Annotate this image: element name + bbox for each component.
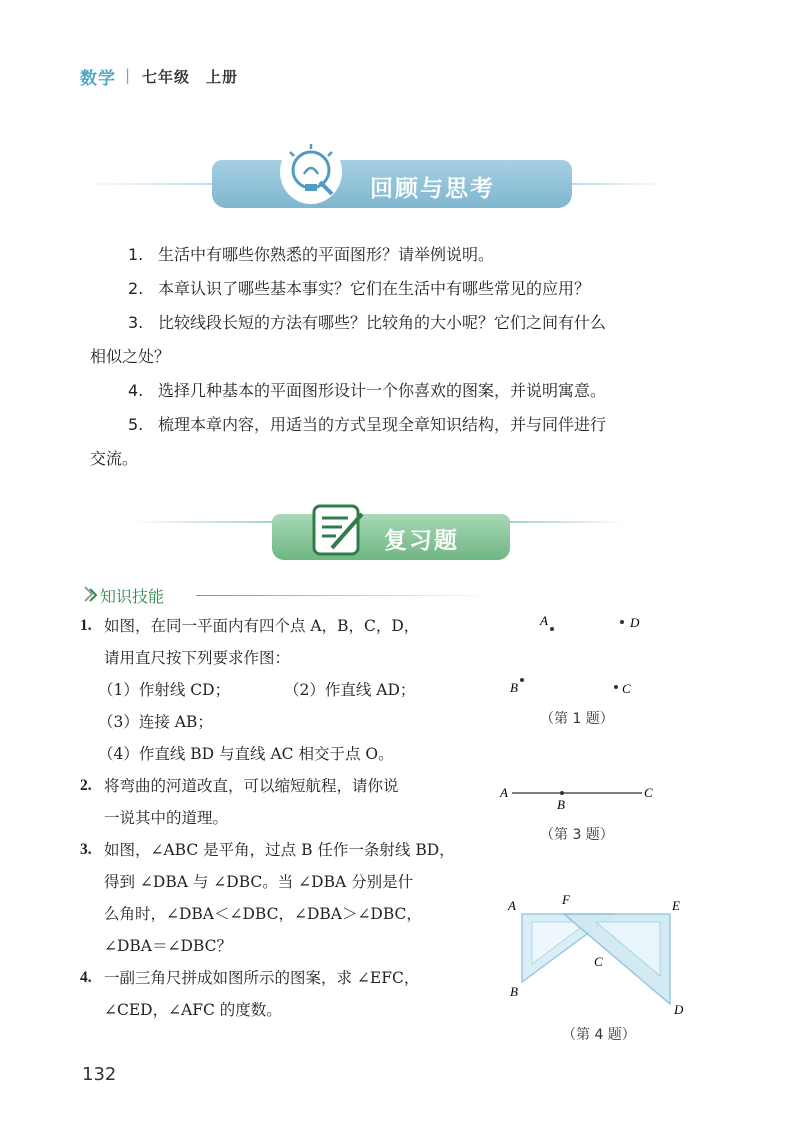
- review-question-5-cont: 交流。: [90, 449, 139, 468]
- lightbulb-icon: [280, 140, 342, 204]
- page-number: 132: [82, 1064, 117, 1085]
- exercise-1-line2: 请用直尺按下列要求作图：: [104, 649, 291, 667]
- exercise-title: 复习题: [384, 528, 459, 554]
- question-text: 选择几种基本的平面图形设计一个你喜欢的图案，并说明寓意。: [158, 381, 607, 400]
- point-b: [520, 678, 524, 682]
- label-d: D: [630, 615, 640, 630]
- exercise-3-line4: ∠DBA＝∠DBC？: [104, 937, 232, 955]
- exercise-1-item3: （3）连接 AB；: [98, 713, 213, 731]
- exercise-4-line1: 一副三角尺拼成如图所示的图案，求 ∠EFC，: [104, 969, 420, 987]
- skills-heading: 知识技能: [100, 587, 165, 606]
- figure-4-caption: （第 4 题）: [562, 1027, 636, 1043]
- question-number: 5.: [128, 415, 144, 434]
- exercise-2-line1: 将弯曲的河道改直，可以缩短航程，请你说: [104, 777, 399, 795]
- review-rule-left: [80, 183, 220, 185]
- label-a: A: [508, 898, 516, 913]
- chevron-right-icon: [82, 584, 100, 604]
- exercise-1-item2: （2）作直线 AD；: [284, 681, 416, 699]
- exercise-3-line1: 如图，∠ABC 是平角，过点 B 任作一条射线 BD，: [104, 841, 455, 859]
- review-question-3-cont: 相似之处？: [90, 347, 171, 366]
- point-d: [620, 620, 624, 624]
- exercise-rule-left: [130, 521, 280, 523]
- label-e: E: [672, 898, 680, 913]
- label-f: F: [562, 892, 570, 907]
- label-d: D: [674, 1002, 684, 1017]
- label-b: B: [510, 984, 518, 999]
- label-c: C: [594, 954, 603, 969]
- exercise-1-item4: （4）作直线 BD 与直线 AC 相交于点 O。: [98, 745, 394, 763]
- figure-3-caption: （第 3 题）: [540, 827, 614, 843]
- question-number: 4.: [128, 381, 144, 400]
- figure-1: [500, 605, 660, 700]
- exercise-2-line2: 一说其中的道理。: [104, 809, 229, 827]
- skills-rule: [196, 595, 496, 596]
- question-number: 2.: [128, 279, 144, 298]
- header-grade: 七年级 上册: [142, 68, 239, 86]
- label-a: A: [500, 785, 508, 800]
- figure-4: [504, 890, 694, 1018]
- notepad-pencil-icon: [308, 500, 370, 560]
- review-rule-right: [570, 183, 670, 185]
- exercise-1-item1: （1）作射线 CD；: [98, 681, 231, 699]
- point-c: [614, 685, 618, 689]
- question-number: 3.: [128, 313, 144, 332]
- figure-1-caption: （第 1 题）: [540, 711, 614, 727]
- header-separator: |: [125, 66, 131, 84]
- question-text: 本章认识了哪些基本事实？它们在生活中有哪些常见的应用？: [158, 279, 591, 298]
- question-number: 1.: [128, 245, 144, 264]
- question-text: 生活中有哪些你熟悉的平面图形？请举例说明。: [158, 245, 495, 264]
- label-c: C: [644, 785, 653, 800]
- label-a: A: [540, 613, 548, 628]
- exercise-1-number: 1.: [80, 617, 92, 634]
- exercise-3-line3: 么角时，∠DBA＜∠DBC，∠DBA＞∠DBC，: [104, 905, 422, 923]
- figure-3: [496, 780, 666, 812]
- label-b: B: [510, 680, 518, 695]
- exercise-2-number: 2.: [80, 777, 92, 794]
- question-text: 梳理本章内容，用适当的方式呈现全章知识结构，并与同伴进行: [158, 415, 607, 434]
- exercise-1-line1: 如图，在同一平面内有四个点 A，B，C，D，: [104, 617, 420, 635]
- label-c: C: [622, 681, 631, 696]
- exercise-4-line2: ∠CED，∠AFC 的度数。: [104, 1001, 282, 1019]
- point-a: [550, 627, 554, 631]
- question-text: 比较线段长短的方法有哪些？比较角的大小呢？它们之间有什么: [158, 313, 607, 332]
- set-square-left-inner: [532, 922, 588, 964]
- review-title: 回顾与思考: [370, 176, 495, 202]
- exercise-3-number: 3.: [80, 841, 92, 858]
- exercise-4-number: 4.: [80, 969, 92, 986]
- header-subject: 数学: [80, 69, 116, 89]
- exercise-3-line2: 得到 ∠DBA 与 ∠DBC。当 ∠DBA 分别是什: [104, 873, 414, 891]
- exercise-rule-right: [505, 521, 625, 523]
- point-b: [560, 791, 564, 795]
- label-b: B: [557, 797, 565, 812]
